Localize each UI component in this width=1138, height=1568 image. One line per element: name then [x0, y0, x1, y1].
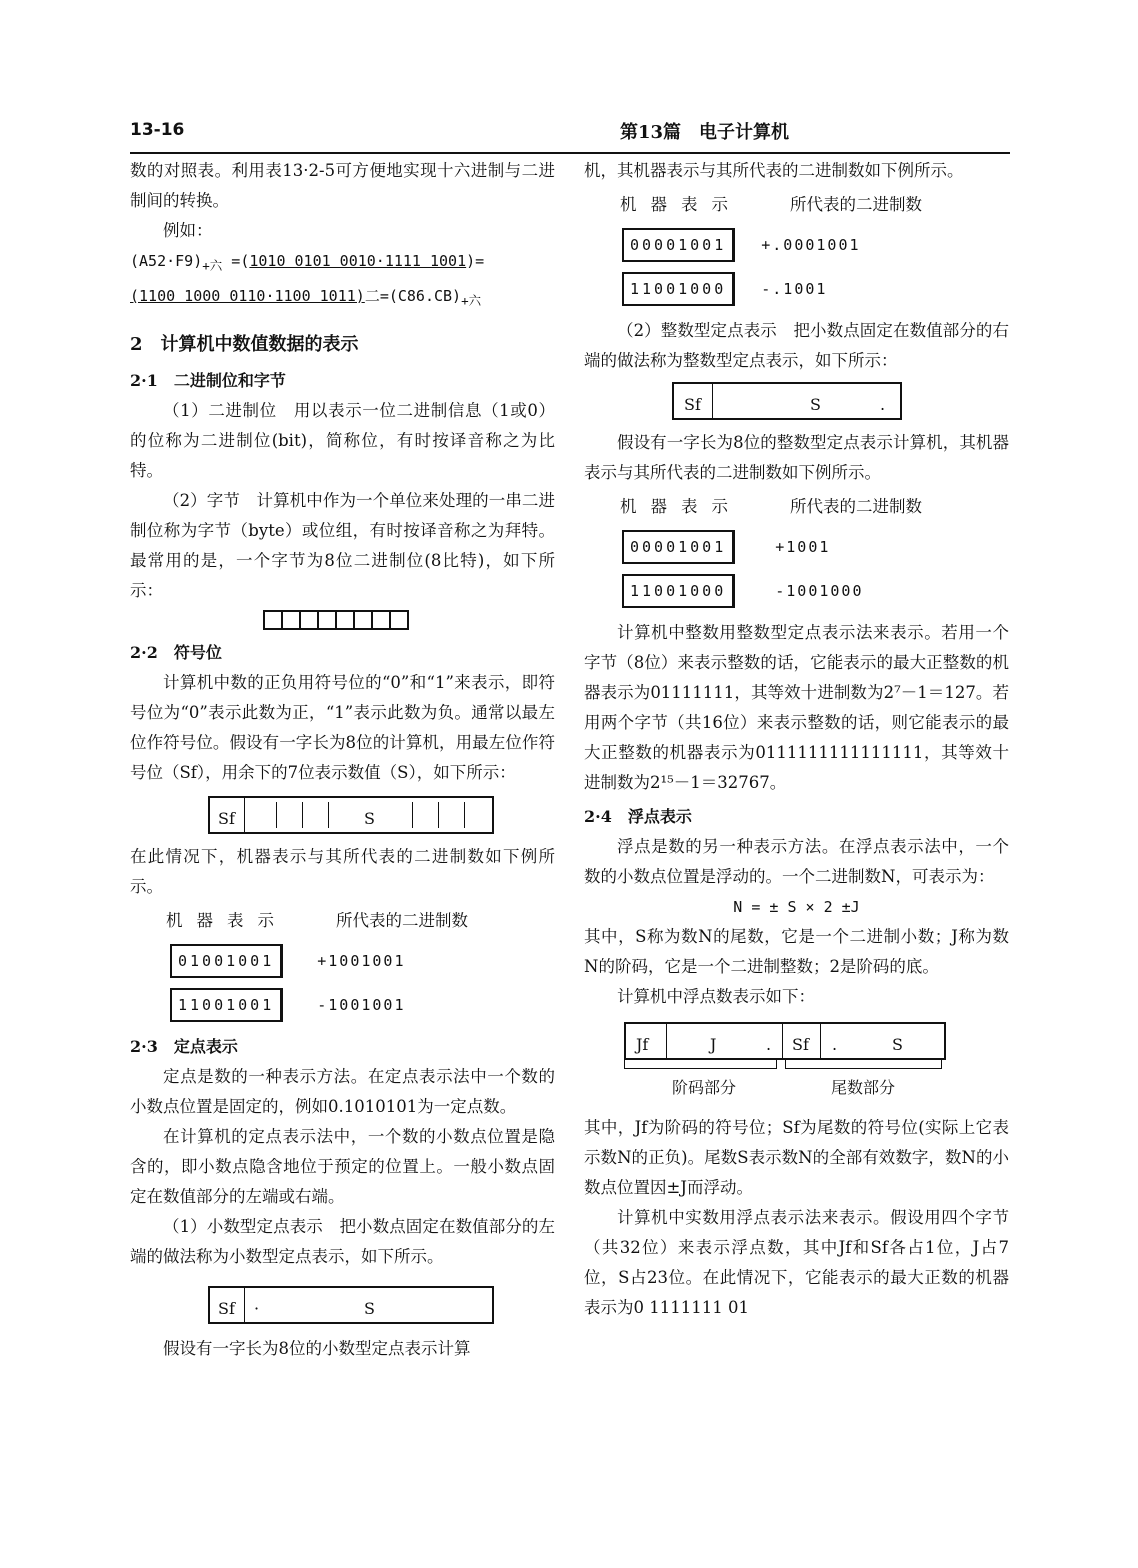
paragraph: 定点是数的一种表示方法。在定点表示法中一个数的小数点位置是固定的，例如0.1010101为一定点数。 [130, 1067, 555, 1116]
paragraph: 假设有一字长为8位的整数型定点表示计算机，其机器表示与其所代表的二进制数如下例所示。 [584, 433, 1009, 482]
bit-cell [335, 610, 355, 630]
right-column [584, 156, 1009, 1323]
paragraph: 其中，Jf为阶码的符号位；Sf为尾数的符号位(实际上它表示数N的正负)。尾数S表示数N的全部有效数字，数N的小数点位置因±J而浮动。 [584, 1118, 1009, 1197]
bit-cell [263, 610, 283, 630]
paragraph: （1）小数型定点表示 把小数点固定在数值部分的左端的做法称为小数型定点表示，如下所示。 [130, 1217, 555, 1266]
paragraph: （2）字节 计算机中作为一个单位来处理的一串二进制位称为字节（byte）或位组，有时按译音称之为拜特。最常用的是，一个字节为8位二进制位(8比特)，如下所示： [130, 491, 555, 600]
paragraph: （2）整数型定点表示 把小数点固定在数值部分的右端的做法称为整数型定点表示，如下所示： [584, 321, 1009, 370]
paragraph: （1）二进制位 用以表示一位二进制信息（1或0）的位称为二进制位(bit)，简称位，有时按译音称之为比特。 [130, 401, 555, 480]
paragraph: 计算机中整数用整数型定点表示法来表示。若用一个字节（8位）来表示整数的话，它能表示的最大正整数的机器表示为01111111，其等效十进制数为2⁷－1＝127。若用两个字节（共16位）来表示整数的话，则它能表示的最大正整数的机器表示为0111111111111111，其等效十进制数为2¹⁵－1＝32767。 [584, 623, 1009, 792]
float-formula: N = ± S × 2 ±J [733, 898, 860, 916]
bit-cell [389, 610, 409, 630]
subsection-heading: 2·3 定点表示 [130, 1037, 238, 1056]
example-label: 例如： [163, 221, 213, 240]
bit-cell [353, 610, 373, 630]
exponent-part-label: 阶码部分 [671, 1078, 736, 1097]
floating-point-diagram: Jf J . Sf . S [624, 1022, 946, 1060]
example-row: 01001001 +1001001 [170, 944, 555, 978]
bit-cell [371, 610, 391, 630]
example-row: 00001001 +.0001001 [622, 228, 1009, 262]
hex-binary-formula-line2: (1100 1000 0110·1100 1011)二$=(C86.CB)_{+六}$ [130, 287, 482, 308]
paragraph: 计算机中浮点数表示如下： [617, 987, 815, 1006]
bit-cell [317, 610, 337, 630]
paragraph: 其中，S称为数N的尾数，它是一个二进制小数；J称为数N的阶码，它是一个二进制整数；2是阶码的底。 [584, 927, 1009, 976]
paragraph: 数的对照表。利用表13·2-5可方便地实现十六进制与二进制间的转换。 [130, 161, 555, 210]
table-header: 机器表示 所代表的二进制数 [620, 195, 922, 214]
mantissa-part-label: 尾数部分 [830, 1078, 895, 1097]
integer-fixed-point-diagram: Sf S . [672, 382, 902, 420]
bit-cell [299, 610, 319, 630]
page-header [130, 118, 1010, 154]
floating-point-labels [624, 1073, 942, 1103]
paragraph: 计算机中实数用浮点表示法来表示。假设用四个字节（共32位）来表示浮点数，其中Jf和Sf各占1位，J占7位，S占23位。在此情况下，它能表示的最大正数的机器表示为0 1111111 01 [584, 1208, 1009, 1317]
bit-cell [281, 610, 301, 630]
page-number: 13-16 [130, 120, 185, 140]
table-header: 机器表示 所代表的二进制数 [620, 497, 922, 516]
paragraph: 浮点是数的另一种表示方法。在浮点表示法中，一个数的小数点位置是浮动的。一个二进制数N，可表示为： [584, 837, 1009, 886]
hex-binary-formula-line1: $(A52\cdot F9)_{+六} =(1010$ 0101 0010·1111 1001)= [130, 252, 485, 273]
paragraph: 假设有一字长为8位的小数型定点表示计算 [163, 1339, 471, 1358]
subsection-heading: 2·1 二进制位和字节 [130, 371, 286, 390]
sign-bit-diagram: Sf S [208, 796, 494, 834]
paragraph: 计算机中数的正负用符号位的“0”和“1”来表示，即符号位为“0”表示此数为正，“1”表示此数为负。通常以最左位作符号位。假设有一字长为8位的计算机，用最左位作符号位（Sf），用余下的7位表示数值（S），如下所示： [130, 673, 555, 782]
paragraph: 机，其机器表示与其所代表的二进制数如下例所示。 [584, 161, 964, 180]
table-header: 机器表示 所代表的二进制数 [166, 911, 468, 930]
chapter-title: 第13篇 电子计算机 [620, 122, 790, 143]
paragraph: 在计算机的定点表示法中，一个数的小数点位置是隐含的，即小数点隐含地位于预定的位置上。一般小数点固定在数值部分的左端或右端。 [130, 1127, 555, 1206]
section-heading: 2 计算机中数值数据的表示 [130, 334, 359, 355]
byte-diagram [263, 610, 555, 632]
example-row: 11001000 -1001000 [622, 574, 1009, 608]
paragraph: 在此情况下，机器表示与其所代表的二进制数如下例所示。 [130, 847, 555, 896]
subsection-heading: 2·4 浮点表示 [584, 807, 692, 826]
fraction-fixed-point-diagram: Sf · S [208, 1286, 494, 1324]
example-row: 11001001 -1001001 [170, 988, 555, 1022]
subsection-heading: 2·2 符号位 [130, 643, 222, 662]
floating-point-braces [624, 1060, 942, 1069]
example-row: 11001000 -.1001 [622, 272, 1009, 306]
left-column [130, 156, 555, 1364]
example-row: 00001001 +1001 [622, 530, 1009, 564]
